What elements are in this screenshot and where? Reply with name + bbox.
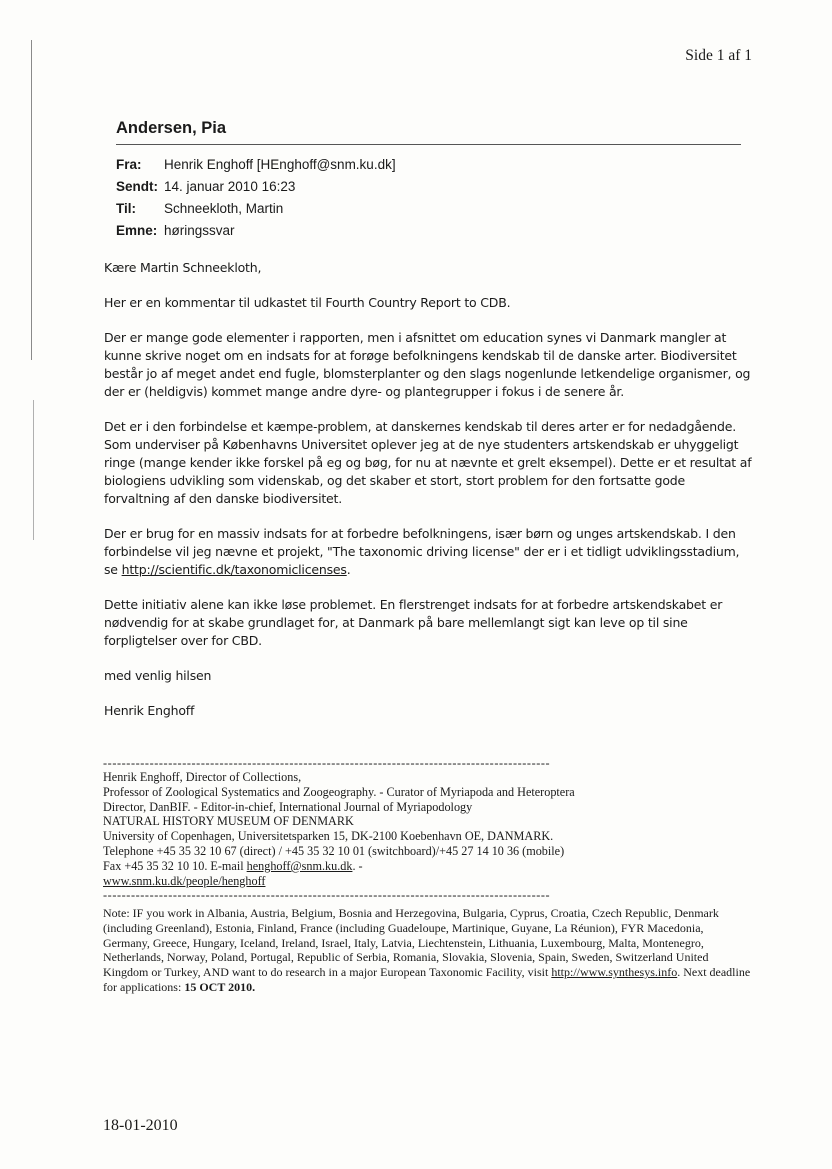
signature-line: NATURAL HISTORY MUSEUM OF DENMARK [103,814,354,829]
header-sent [116,175,396,197]
email-body [104,259,754,737]
paragraph-3: Det er i den forbindelse et kæmpe-problem, at danskernes kendskab til deres arter er for nedadgående. Som underviser på Københavns Universitet oplever jeg at de nye studenters artskendskab er uhyggeligt ringe (mange kender ikke forskel på eg og bøg, for nu at nævnte et grelt eksempel). Dette er et resultat af biologiens udvikling som videnskab, og det skaber et stort, stort problem for den fortsatte gode forvaltning af den danske biodiversitet. [104,419,752,506]
email-headers [116,153,396,241]
header-subject [116,219,396,241]
note-text: Note: IF you work in Albania, Austria, Belgium, Bosnia and Herzegovina, Bulgaria, Cyprus, Croatia, Czech Republic, Denmark (including Greenland), Estonia, Finland, France (including Guadeloupe, Martinique, Guyane, La Réunion), FYR Macedonia, Germany, Greece, Hungary, Iceland, Ireland, Israel, Italy, Latvia, Liechtenstein, Lithuania, Luxembourg, Malta, Montenegro, Netherlands, Norway, Poland, Portugal, Republic of Serbia, Romania, Slovakia, Slovenia, Spain, Sweden, Switzerland United Kingdom or Turkey, AND want to do research in a major European Taxonomic Facility, visit [103,906,719,980]
header-rule [116,144,741,145]
note-mid: . Next deadline for applications: [103,965,751,994]
email-link[interactable]: henghoff@snm.ku.dk [246,858,353,873]
taxonomic-license-link[interactable]: http://scientific.dk/taxonomiclicenses [121,562,347,577]
paragraph-5: Dette initiativ alene kan ikke løse problemet. En flerstrenget indsats for at forbedre artskendskabet er nødvendig for at skabe grundlaget for, at Danmark på bare mellemlangt sigt kan leve op til sine forpligtelser over for CBD. [104,597,723,648]
header-label: Til: [116,200,136,216]
binder-edge-line-lower [33,400,34,540]
signature-name: Henrik Enghoff [104,703,195,718]
header-value: 14. januar 2010 16:23 [164,178,296,194]
paragraph-4-text: Der er brug for en massiv indsats for at forbedre befolkningens, især børn og unges artskendskab. I den forbindelse vil jeg nævne et projekt, "The taxonomic driving license" der er i et tidligt udviklingsstadium, se [104,526,740,577]
signature-block [103,756,613,902]
dashed-separator-top: ------------------------------------------------------------------------------------------------ [103,756,551,770]
binder-edge-line [31,40,32,360]
header-value: Schneekloth, Martin [164,200,284,216]
header-to [116,197,396,219]
header-label: Sendt: [116,178,158,194]
fax-email-line [103,859,613,874]
dashed-separator-bottom: ------------------------------------------------------------------------------------------------ [103,888,551,903]
signature-line: Director, DanBIF. - Editor-in-chief, International Journal of Myriapodology [103,799,473,814]
paragraph-4 [104,525,754,579]
paragraph-1: Her er en kommentar til udkastet til Fourth Country Report to CDB. [104,295,511,310]
signature-line: Henrik Enghoff, Director of Collections, [103,770,302,784]
signature-line: University of Copenhagen, Universitetsparken 15, DK-2100 Koebenhavn OE, DANMARK. [103,829,554,844]
synthesys-note [103,906,753,995]
paragraph-2: Der er mange gode elementer i rapporten, men i afsnittet om education synes vi Danmark mangler at kunne skrive noget om en indsats for at forøge befolkningens kendskab til de danske arter. Biodiversitet består jo af meget andet end fugle, blomsterplanter og den slags nogenlunde letkendelige organismer, og der er (heldigvis) kommet mange andre dyre- og plantegrupper i fokus i de senere år. [104,330,751,399]
signature-line: Professor of Zoological Systematics and Zoogeography. - Curator of Myriapoda and Heteroptera [103,784,575,799]
header-value: Henrik Enghoff [HEnghoff@snm.ku.dk] [164,156,396,172]
closing: med venlig hilsen [104,668,212,683]
sender-name: Andersen, Pia [116,119,227,137]
fax-suffix: . - [352,858,363,873]
paragraph-4-end: . [346,562,351,577]
fax-text: Fax +45 35 32 10 10. E-mail [103,858,244,873]
web-line [103,874,613,889]
greeting: Kære Martin Schneekloth, [104,260,262,275]
footer-date: 18-01-2010 [103,1117,178,1134]
page-number-label: Side 1 af 1 [685,47,752,64]
header-value: høringssvar [164,222,235,238]
note-deadline: 15 OCT 2010 [184,979,253,994]
header-label: Emne: [116,222,158,238]
header-label: Fra: [116,156,142,172]
synthesys-link[interactable]: http://www.synthesys.info [551,965,678,980]
signature-line: Telephone +45 35 32 10 67 (direct) / +45 35 32 10 01 (switchboard)/+45 27 14 10 36 (mobile) [103,843,565,858]
header-from [116,153,396,175]
profile-web-link[interactable]: www.snm.ku.dk/people/henghoff [103,873,266,888]
note-end: . [252,979,256,994]
